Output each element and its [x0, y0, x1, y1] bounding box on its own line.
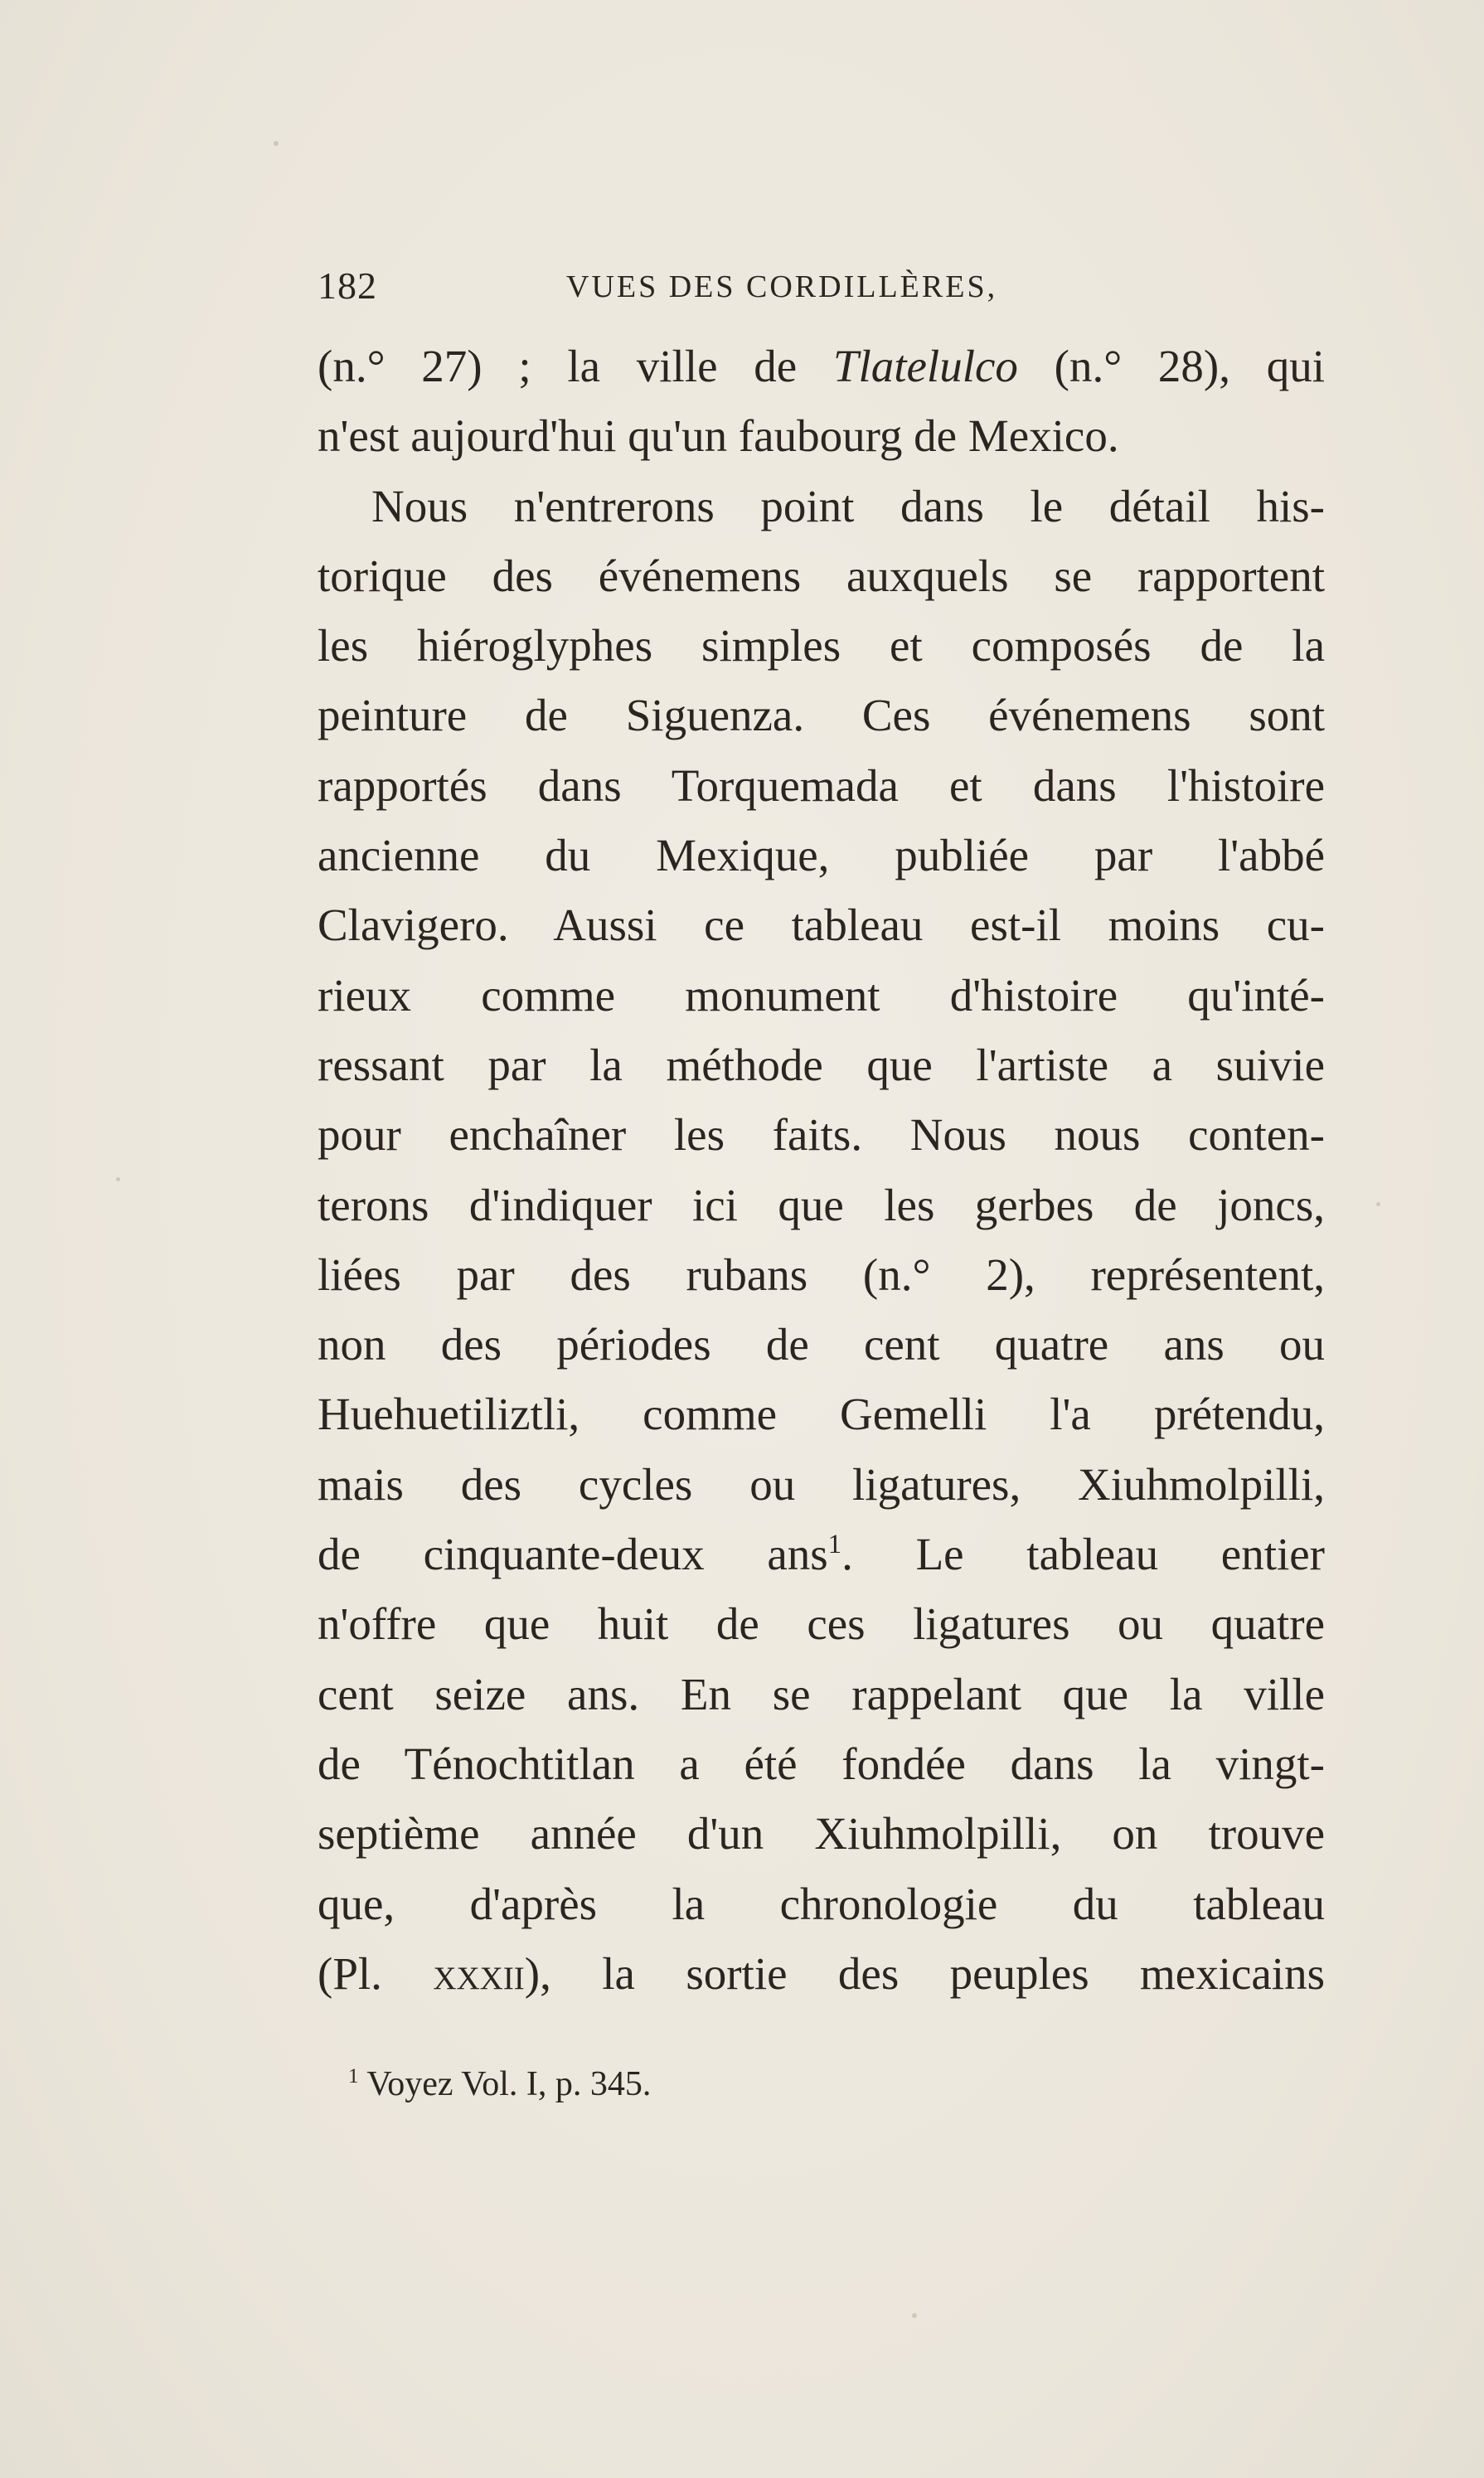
text-line [318, 1380, 1325, 1449]
text-segment: Huehuetiliztli, comme Gemelli l'a prétendu, [318, 1389, 1325, 1440]
text-line [318, 1660, 1325, 1729]
text-segment: terons d'indiquer ici que les gerbes de joncs, [318, 1179, 1325, 1230]
page-number: 182 [318, 264, 377, 307]
paper-speck [116, 1177, 120, 1181]
text-segment: les hiéroglyphes simples et composés de la [318, 620, 1325, 672]
paper-speck [274, 141, 279, 146]
text-segment: (Pl. [318, 1947, 434, 1999]
footnote-reference: 1 [827, 1530, 842, 1560]
text-segment: n'est aujourd'hui qu'un faubourg de Mexico. [318, 410, 1119, 462]
text-line [318, 1240, 1325, 1310]
text-segment: peinture de Siguenza. Ces événemens sont [318, 690, 1325, 741]
text-segment: xxxii [433, 1947, 525, 1999]
text-line [318, 681, 1325, 750]
footnote [348, 2064, 651, 2104]
text-line [318, 472, 1325, 541]
body-text [318, 332, 1325, 2009]
text-line [318, 1869, 1325, 1939]
text-line [318, 751, 1325, 821]
text-segment: torique des événemens auxquels se rapportent [318, 550, 1325, 601]
running-title: VUES DES CORDILLÈRES, [566, 269, 998, 304]
text-segment: septième année d'un Xiuhmolpilli, on trouve [318, 1808, 1325, 1860]
text-line [318, 541, 1325, 611]
text-segment: Clavigero. Aussi ce tableau est-il moins cu- [318, 900, 1325, 951]
text-line [318, 890, 1325, 960]
paper-speck [912, 2313, 917, 2318]
text-line [318, 1520, 1325, 1589]
text-line [318, 1589, 1325, 1659]
text-segment: cent seize ans. En se rappelant que la ville [318, 1668, 1325, 1719]
text-line [318, 1939, 1325, 2009]
text-line [318, 332, 1325, 401]
text-segment: ressant par la méthode que l'artiste a suivie [318, 1039, 1325, 1090]
text-segment: rapportés dans Torquemada et dans l'histoire [318, 759, 1325, 811]
text-segment: mais des cycles ou ligatures, Xiuhmolpilli, [318, 1458, 1325, 1510]
running-header [318, 264, 1346, 313]
text-line [318, 401, 1325, 471]
text-line [318, 821, 1325, 890]
text-segment: Nous n'entrerons point dans le détail his- [371, 480, 1325, 531]
text-segment: ancienne du Mexique, publiée par l'abbé [318, 830, 1325, 881]
text-segment: (n.° 27) ; la ville de [318, 341, 833, 391]
text-segment: liées par des rubans (n.° 2), représentent, [318, 1249, 1325, 1300]
text-segment: que, d'après la chronologie du tableau [318, 1878, 1325, 1929]
text-line [318, 1030, 1325, 1100]
footnote-marker: 1 [348, 2064, 359, 2088]
text-segment: (n.° 28), qui [1017, 341, 1326, 391]
text-segment: Tlatelulco [832, 341, 1018, 391]
text-line [318, 1729, 1325, 1799]
text-segment: de Ténochtitlan a été fondée dans la vingt- [318, 1738, 1325, 1789]
text-line [318, 1450, 1325, 1520]
text-segment: pour enchaîner les faits. Nous nous conten- [318, 1109, 1325, 1161]
text-line [318, 1100, 1325, 1170]
text-segment: . Le tableau entier [841, 1529, 1325, 1580]
footnote-text: Voyez Vol. I, p. 345. [366, 2065, 652, 2103]
text-segment: n'offre que huit de ces ligatures ou quatre [318, 1598, 1325, 1650]
text-segment: de cinquante-deux ans [318, 1529, 828, 1580]
text-line [318, 611, 1325, 681]
text-segment: rieux comme monument d'histoire qu'inté- [318, 969, 1325, 1021]
text-line [318, 1799, 1325, 1869]
text-segment: ), la sortie des peuples mexicains [524, 1947, 1325, 1999]
paper-speck [1376, 1202, 1380, 1206]
text-segment: non des périodes de cent quatre ans ou [318, 1319, 1325, 1370]
text-line [318, 1310, 1325, 1380]
text-line [318, 1171, 1325, 1240]
text-line [318, 961, 1325, 1030]
